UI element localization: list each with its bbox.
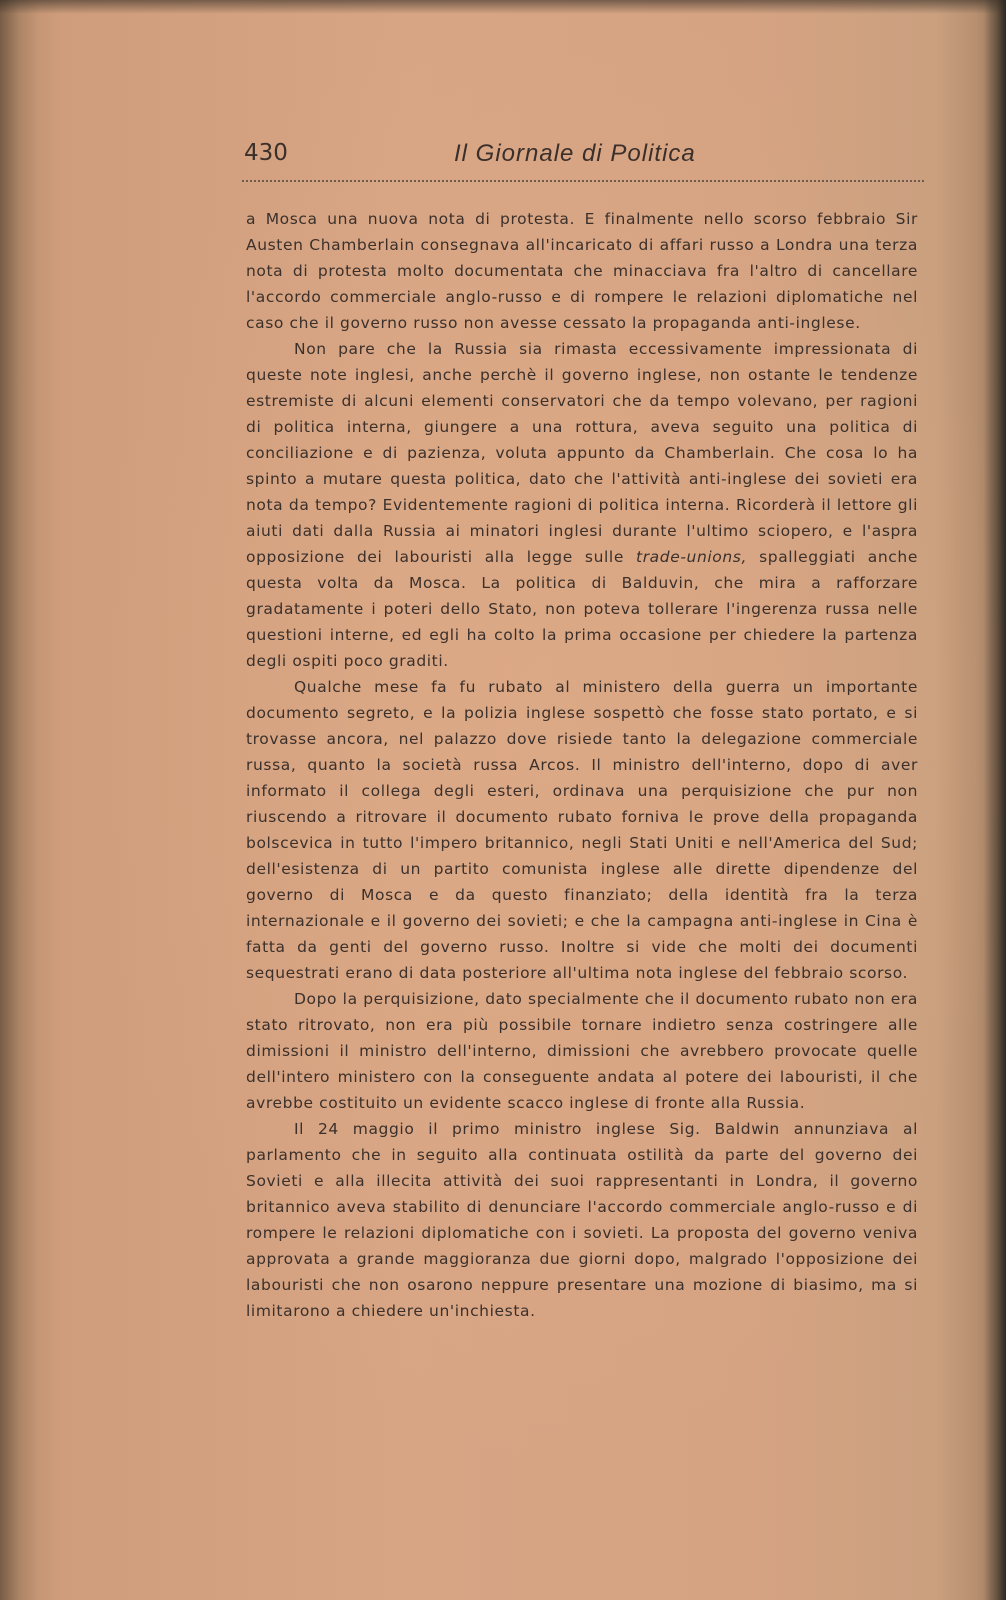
paragraph bbox=[246, 336, 918, 674]
paragraph-part: Non pare che la Russia sia rimasta eccessivamente impressionata di queste note inglesi, anche perchè il governo inglese, non ostante le tendenze estremiste di alcuni elementi conservatori che da tempo volevano, per ragioni di politica interna, giungere a una rottura, aveva seguito una politica di conciliazione e di pazienza, voluta appunto da Chamberlain. Che cosa lo ha spinto a mutare questa politica, dato che l'attività anti-inglese dei sovieti era nota da tempo? Evidentemente ragioni di politica interna. Ricorderà il lettore gli aiuti dati dalla Russia ai minatori inglesi durante l'ultimo sciopero, e l'aspra opposizione dei labouristi alla legge sulle bbox=[246, 340, 918, 566]
paragraph: Il 24 maggio il primo ministro inglese Sig. Baldwin annunziava al parlamento che in seguito alla continuata ostilità da parte del governo dei Sovieti e alla illecita attività dei suoi rappresentanti in Londra, il governo britannico aveva stabilito di denunciare l'accordo commerciale anglo-russo e di rompere le relazioni diplomatiche con i sovieti. La proposta del governo veniva approvata a grande maggioranza due giorni dopo, malgrado l'opposizione dei labouristi che non osarono neppure presentare una mozione di biasimo, ma si limitarono a chiedere un'inchiesta. bbox=[246, 1120, 918, 1320]
header-rule bbox=[242, 180, 924, 182]
right-edge-shadow bbox=[984, 0, 1006, 1600]
paragraph-part: spalleggiati anche questa volta da Mosca. La politica di Balduvin, che mira a rafforzare gradatamente i poteri dello Stato, non poteva tollerare l'ingerenza russa nelle questioni interne, ed egli ha colto la prima occasione per chiedere la partenza degli ospiti poco graditi. bbox=[246, 548, 918, 670]
italic-term: trade-unions, bbox=[636, 548, 748, 566]
binding-shadow bbox=[0, 0, 38, 1600]
page-header bbox=[244, 140, 914, 176]
running-title: Il Giornale di Politica bbox=[454, 140, 696, 167]
page-number: 430 bbox=[244, 140, 288, 166]
top-edge-shadow bbox=[0, 0, 1006, 14]
paragraph: Dopo la perquisizione, dato specialmente che il documento rubato non era stato ritrovato, non era più possibile tornare indietro senza costringere alle dimissioni il ministro dell'interno, dimissioni che avrebbero provocate quelle dell'intero ministero con la conseguente andata al potere dei labouristi, il che avrebbe costituito un evidente scacco inglese di fronte alla Russia. bbox=[246, 990, 918, 1112]
paragraph: a Mosca una nuova nota di protesta. E finalmente nello scorso febbraio Sir Austen Chamberlain consegnava all'incaricato di affari russo a Londra una terza nota di protesta molto documentata che minacciava fra l'altro di cancellare l'accordo commerciale anglo-russo e di rompere le relazioni diplomatiche nel caso che il governo russo non avesse cessato la propaganda anti-inglese. bbox=[246, 210, 918, 332]
paragraph: Qualche mese fa fu rubato al ministero della guerra un importante documento segreto, e la polizia inglese sospettò che fosse stato portato, e si trovasse ancora, nel palazzo dove risiede tanto la delegazione commerciale russa, quanto la società russa Arcos. Il ministro dell'interno, dopo di aver informato il collega degli esteri, ordinava una perquisizione che pur non riuscendo a ritrovare il documento rubato forniva le prove della propaganda bolscevica in tutto l'impero britannico, negli Stati Uniti e nell'America del Sud; dell'esistenza di un partito comunista inglese alle dirette dipendenze del governo di Mosca e da questo finanziato; della identità fra la terza internazionale e il governo dei sovieti; e che la campagna anti-inglese in Cina è fatta da genti del governo russo. Inoltre si vide che molti dei documenti sequestrati erano di data posteriore all'ultima nota inglese del febbraio scorso. bbox=[246, 678, 918, 982]
body-text bbox=[246, 206, 918, 1324]
